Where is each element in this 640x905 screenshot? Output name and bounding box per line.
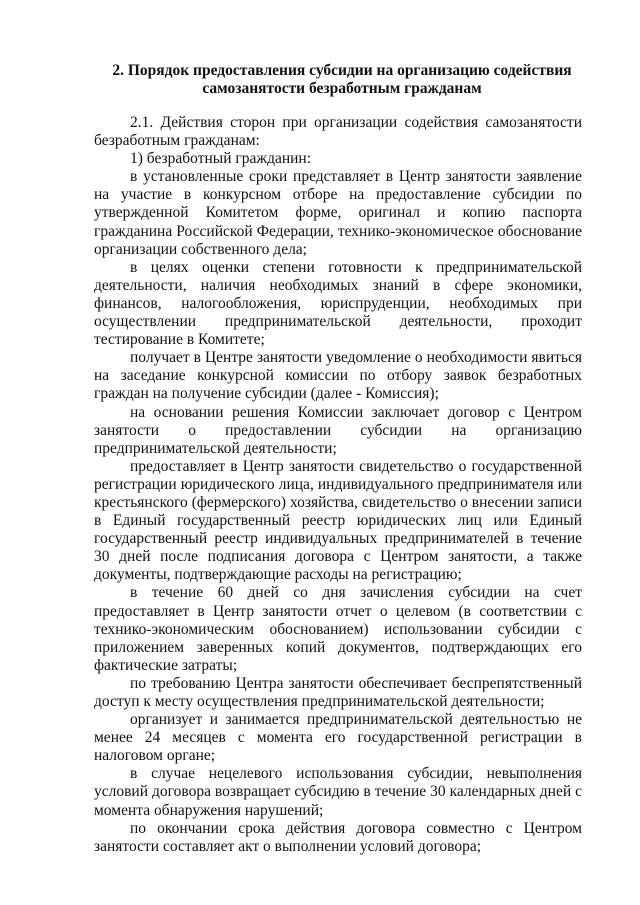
paragraph-registration: предоставляет в Центр занятости свидетельство о государственной регистрации юридического лица, индивидуального предпринимателя или крестьянского (фермерского) хозяйства, свидетельство о внесении записи в Единый государственный реестр юридических лиц или Единый государственный реестр индивидуальных предпринимателей в течение 30 дней после подписания договора с Центром занятости, а также документы, подтверждающие расходы на регистрацию; <box>94 457 582 584</box>
section-heading <box>92 62 592 98</box>
section-title-line-2: самозанятости безработным гражданам <box>202 80 482 97</box>
paragraph-testing: в целях оценки степени готовности к предпринимательской деятельности, наличия необходимых знаний в сфере экономики, финансов, налогообложения, юриспруденции, необходимых при осуществлении предпринимательской деятельности, проходит тестирование в Комитете; <box>94 258 582 349</box>
paragraph-access: по требованию Центра занятости обеспечивает беспрепятственный доступ к месту осуществления предпринимательской деятельности; <box>94 674 582 710</box>
paragraph-refund: в случае нецелевого использования субсидии, невыполнения условий договора возвращает субсидию в течение 30 календарных дней с момента обнаружения нарушений; <box>94 765 582 819</box>
paragraph-contract: на основании решения Комиссии заключает договор с Центром занятости о предоставлении субсидии на организацию предпринимательской деятельности; <box>94 403 582 457</box>
document-body <box>94 114 582 856</box>
paragraph-item-1: 1) безработный гражданин: <box>130 150 312 168</box>
paragraph-completion-act: по окончании срока действия договора совместно с Центром занятости составляет акт о выполнении условий договора; <box>94 819 582 855</box>
paragraph-application: в установленные сроки представляет в Центр занятости заявление на участие в конкурсном отборе на предоставление субсидии по утвержденной Комитетом форме, оригинал и копию паспорта гражданина Российской Федерации, технико-экономическое обоснование организации собственного дела; <box>94 168 582 258</box>
section-title-line-1: 2. Порядок предоставления субсидии на организацию содействия <box>112 62 572 79</box>
paragraph-2-1: 2.1. Действия сторон при организации содействия самозанятости безработным гражданам: <box>94 114 582 150</box>
paragraph-report: в течение 60 дней со дня зачисления субсидии на счет предоставляет в Центр занятости отчет о целевом (в соответствии с технико-экономическим обоснованием) использовании субсидии с приложением заверенных копий документов, подтверждающих его фактические затраты; <box>94 584 582 674</box>
paragraph-notification: получает в Центре занятости уведомление о необходимости явиться на заседание конкурсной комиссии по отбору заявок безработных граждан на получение субсидии (далее - Комиссия); <box>94 349 582 403</box>
paragraph-business-duration: организует и занимается предпринимательской деятельностью не менее 24 месяцев с момента его государственной регистрации в налоговом органе; <box>94 711 582 765</box>
